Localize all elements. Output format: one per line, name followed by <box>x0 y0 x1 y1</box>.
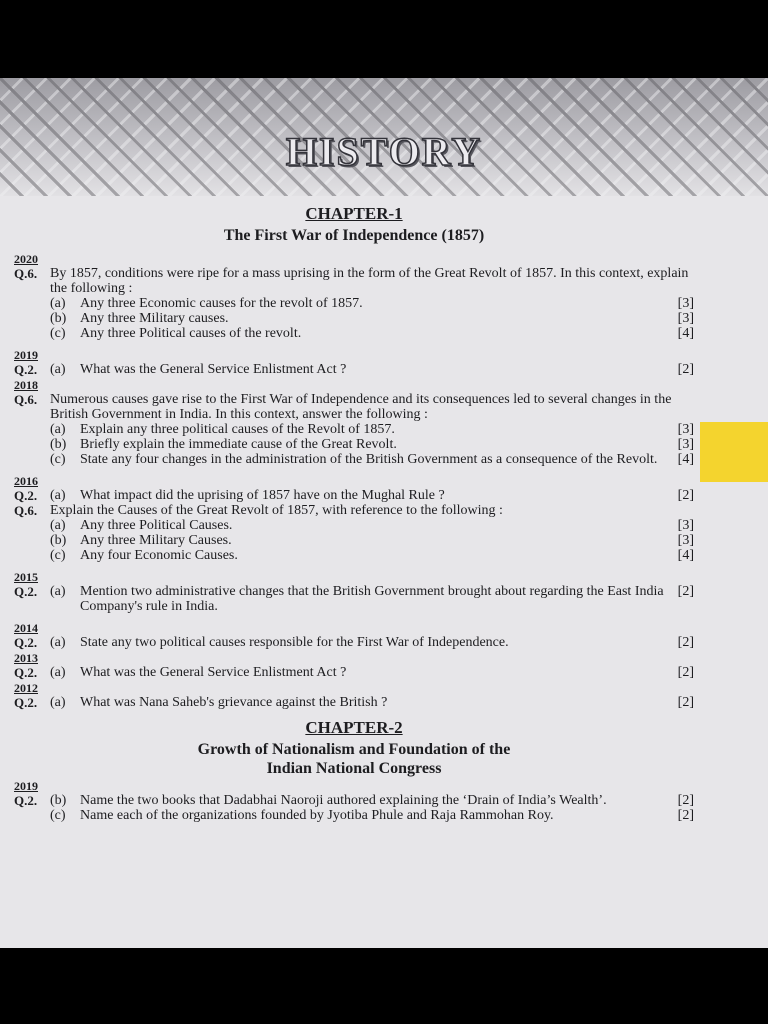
question-text: Numerous causes gave rise to the First War of Independence and its consequences led to several changes in the British Government in India. In this context, answer the following : <box>50 392 672 422</box>
chapter-1-heading: CHAPTER-1 <box>305 204 403 223</box>
year-label: 2020 <box>14 252 38 266</box>
sticky-note-tab <box>700 422 768 482</box>
part-label: (a) <box>50 422 66 437</box>
year-label: 2015 <box>14 570 38 584</box>
part-label: (c) <box>50 452 66 467</box>
question-2015 <box>14 571 694 614</box>
question-text: State any two political causes responsible for the First War of Independence. <box>80 635 509 650</box>
question-number: Q.6. <box>14 392 38 407</box>
part-label: (a) <box>50 665 66 680</box>
textbook-page <box>0 78 768 948</box>
content <box>14 202 694 823</box>
year-label: 2016 <box>14 474 38 488</box>
part-text: Any three Political causes of the revolt. <box>80 326 302 341</box>
part-text: Any three Military Causes. <box>80 533 232 548</box>
part-label: (a) <box>50 695 66 710</box>
chapter-2-question-2019 <box>14 780 694 823</box>
question-2012 <box>14 682 694 710</box>
chapter-2-heading: CHAPTER-2 <box>305 718 403 737</box>
marks: [2] <box>677 488 694 503</box>
question-2018 <box>14 379 694 467</box>
question-number: Q.2. <box>14 584 38 599</box>
question-2019 <box>14 349 694 377</box>
marks: [4] <box>677 326 694 341</box>
question-text: Mention two administrative changes that the British Government brought about regarding the East India Company's rule in India. <box>80 584 664 614</box>
year-label: 2014 <box>14 621 38 635</box>
part-text: Any four Economic Causes. <box>80 548 238 563</box>
part-label: (b) <box>50 437 67 452</box>
question-number: Q.2. <box>14 665 38 680</box>
part-text: State any four changes in the administration of the British Government as a consequence of the Revolt. <box>80 452 658 467</box>
marks: [2] <box>677 635 694 650</box>
page-title: HISTORY <box>285 129 483 174</box>
marks: [4] <box>677 452 694 467</box>
part-text: Briefly explain the immediate cause of the Great Revolt. <box>80 437 397 452</box>
question-text: Name the two books that Dadabhai Naoroji authored explaining the ‘Drain of India’s Wealth’. <box>80 793 607 808</box>
marks: [2] <box>677 665 694 680</box>
part-text: Any three Military causes. <box>80 311 229 326</box>
marks: [3] <box>677 533 694 548</box>
year-label: 2019 <box>14 779 38 793</box>
part-label: (b) <box>50 311 67 326</box>
marks: [3] <box>677 311 694 326</box>
marks: [3] <box>677 296 694 311</box>
question-number: Q.6. <box>14 503 38 518</box>
part-label: (a) <box>50 362 66 377</box>
question-2020 <box>14 253 694 341</box>
part-label: (a) <box>50 488 66 503</box>
marks: [2] <box>677 793 694 808</box>
marks: [3] <box>677 437 694 452</box>
part-label: (a) <box>50 518 66 533</box>
question-number: Q.6. <box>14 266 38 281</box>
year-label: 2013 <box>14 651 38 665</box>
question-number: Q.2. <box>14 793 38 808</box>
question-2014 <box>14 622 694 650</box>
part-label: (a) <box>50 584 66 599</box>
question-number: Q.2. <box>14 635 38 650</box>
part-label: (a) <box>50 635 66 650</box>
part-label: (c) <box>50 548 66 563</box>
part-text: Any three Economic causes for the revolt of 1857. <box>80 296 363 311</box>
question-text: What impact did the uprising of 1857 have on the Mughal Rule ? <box>80 488 445 503</box>
part-label: (b) <box>50 533 67 548</box>
question-text: What was Nana Saheb's grievance against the British ? <box>80 695 388 710</box>
year-label: 2018 <box>14 378 38 392</box>
question-number: Q.2. <box>14 695 38 710</box>
part-label: (c) <box>50 808 66 823</box>
chapter-1-title: The First War of Independence (1857) <box>223 227 485 244</box>
marks: [3] <box>677 422 694 437</box>
question-2016 <box>14 475 694 563</box>
marks: [3] <box>677 518 694 533</box>
question-text: What was the General Service Enlistment Act ? <box>80 665 347 680</box>
year-label: 2019 <box>14 348 38 362</box>
part-text: Explain any three political causes of the Revolt of 1857. <box>80 422 395 437</box>
part-text: Any three Political Causes. <box>80 518 233 533</box>
year-label: 2012 <box>14 681 38 695</box>
marks: [2] <box>677 362 694 377</box>
part-label: (c) <box>50 326 66 341</box>
question-number: Q.2. <box>14 362 38 377</box>
question-text: What was the General Service Enlistment Act ? <box>80 362 347 377</box>
question-text: Explain the Causes of the Great Revolt of 1857, with reference to the following : <box>50 503 503 518</box>
part-text: Name each of the organizations founded by Jyotiba Phule and Raja Rammohan Roy. <box>80 808 554 823</box>
marks: [2] <box>677 695 694 710</box>
part-label: (a) <box>50 296 66 311</box>
header-banner <box>0 78 768 196</box>
question-number: Q.2. <box>14 488 38 503</box>
marks: [4] <box>677 548 694 563</box>
question-2013 <box>14 652 694 680</box>
chapter-2-title-line-1: Growth of Nationalism and Foundation of the <box>197 741 511 758</box>
marks: [2] <box>677 584 694 599</box>
question-text: By 1857, conditions were ripe for a mass uprising in the form of the Great Revolt of 1857. In this context, explain the following : <box>50 266 689 296</box>
part-label: (b) <box>50 793 67 808</box>
marks: [2] <box>677 808 694 823</box>
chapter-2-title-line-2: Indian National Congress <box>266 760 442 777</box>
